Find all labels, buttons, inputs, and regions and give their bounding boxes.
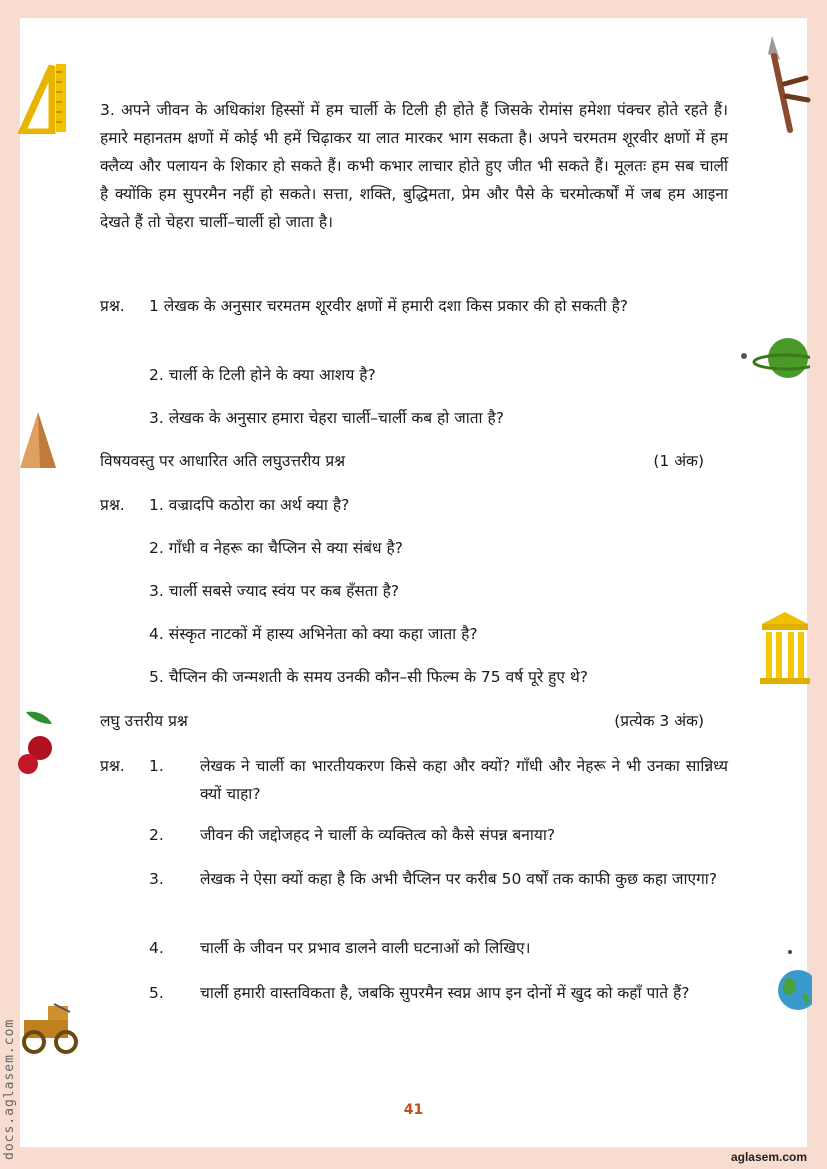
- question-text: चार्ली हमारी वास्तविकता है, जबकि सुपरमैन स्वप्न आप इन दोनों में खुद को कहाँ पाते हैं?: [200, 984, 690, 1002]
- page-number: 41: [403, 1102, 424, 1118]
- question-text: 5. चैप्लिन की जन्मशती के समय उनकी कौन–सी फिल्म के 75 वर्ष पूरे हुए थे?: [149, 668, 589, 686]
- site-name[interactable]: aglasem.com: [730, 1150, 807, 1164]
- section-marks: (1 अंक): [653, 452, 704, 470]
- section-heading: [100, 707, 728, 735]
- question-number: 2.: [149, 826, 164, 844]
- side-watermark: docs.aglasem.com: [2, 1018, 17, 1160]
- spear-icon: [764, 34, 814, 134]
- question-number: 4.: [149, 939, 164, 957]
- question-label: प्रश्न.: [100, 757, 125, 775]
- planet-icon: [740, 336, 810, 386]
- question-text: 3. चार्ली सबसे ज्याद स्वंय पर कब हँसता है?: [149, 582, 400, 600]
- temple-icon: [760, 610, 810, 686]
- question-number: 5.: [149, 984, 164, 1002]
- section-heading: [100, 447, 728, 475]
- question-text: 2. चार्ली के टिली होने के क्या आशय है?: [149, 366, 376, 384]
- question-text: लेखक ने चार्ली का भारतीयकरण किसे कहा और क्यों? गाँधी और नेहरू ने भी उनका सान्निध्य क्यों चाहा?: [200, 757, 728, 803]
- section-title: लघु उत्तरीय प्रश्न: [100, 712, 188, 730]
- question-text: चार्ली के जीवन पर प्रभाव डालने वाली घटनाओं को लिखिए।: [200, 939, 531, 957]
- question-text: 3. लेखक के अनुसार हमारा चेहरा चार्ली–चार्ली कब हो जाता है?: [149, 409, 504, 427]
- question-text: 4. संस्कृत नाटकों में हास्य अभिनेता को क्या कहा जाता है?: [149, 625, 478, 643]
- question-text: जीवन की जद्दोजहद ने चार्ली के व्यक्तित्व को कैसे संपन्न बनाया?: [200, 826, 556, 844]
- question-text: लेखक ने ऐसा क्यों कहा है कि अभी चैप्लिन पर करीब 50 वर्षों तक काफी कुछ कहा जाएगा?: [200, 870, 718, 888]
- question-label: प्रश्न.: [100, 297, 125, 315]
- question-number: 1.: [149, 757, 164, 775]
- globe-icon: [772, 948, 812, 1020]
- pyramid-icon: [18, 410, 58, 470]
- question-label: प्रश्न.: [100, 496, 125, 514]
- question-text: 1 लेखक के अनुसार चरमतम शूरवीर क्षणों में हमारी दशा किस प्रकार की हो सकती है?: [149, 297, 629, 315]
- fruit-icon: [18, 708, 58, 778]
- question-text: 1. वज्रादपि कठोरा का अर्थ क्या है?: [149, 496, 350, 514]
- vintage-car-icon: [18, 1000, 82, 1056]
- section-marks: (प्रत्येक 3 अंक): [614, 712, 704, 730]
- passage: 3. अपने जीवन के अधिकांश हिस्सों में हम चार्ली के टिली ही होते हैं जिसके रोमांस हमेशा पंक्चर होते रहते हैं। हमारे महानतम क्षणों में कोई भी हमें चिढ़ाकर या लात मारकर भाग सकता है। अपने चरमतम शूरवीर क्षणों में हम क्लैव्य और पलायन के शिकार हो सकते हैं। कभी कभार लाचार होते हुए जीत भी सकते हैं। मूलतः हम सब चार्ली है क्योंकि हम सुपरमैन नहीं हो सकते। सत्ता, शक्ति, बुद्धिमता, प्रेम और पैसे के चरमोत्कर्षों में जब हम आइना देखते हैं तो चेहरा चार्ली–चार्ली हो जाता है।: [100, 101, 728, 231]
- question-number: 3.: [149, 870, 164, 888]
- ruler-icon: [18, 62, 68, 134]
- section-title: विषयवस्तु पर आधारित अति लघुउत्तरीय प्रश्न: [100, 452, 346, 470]
- question-text: 2. गाँधी व नेहरू का चैप्लिन से क्या संबंध है?: [149, 539, 403, 557]
